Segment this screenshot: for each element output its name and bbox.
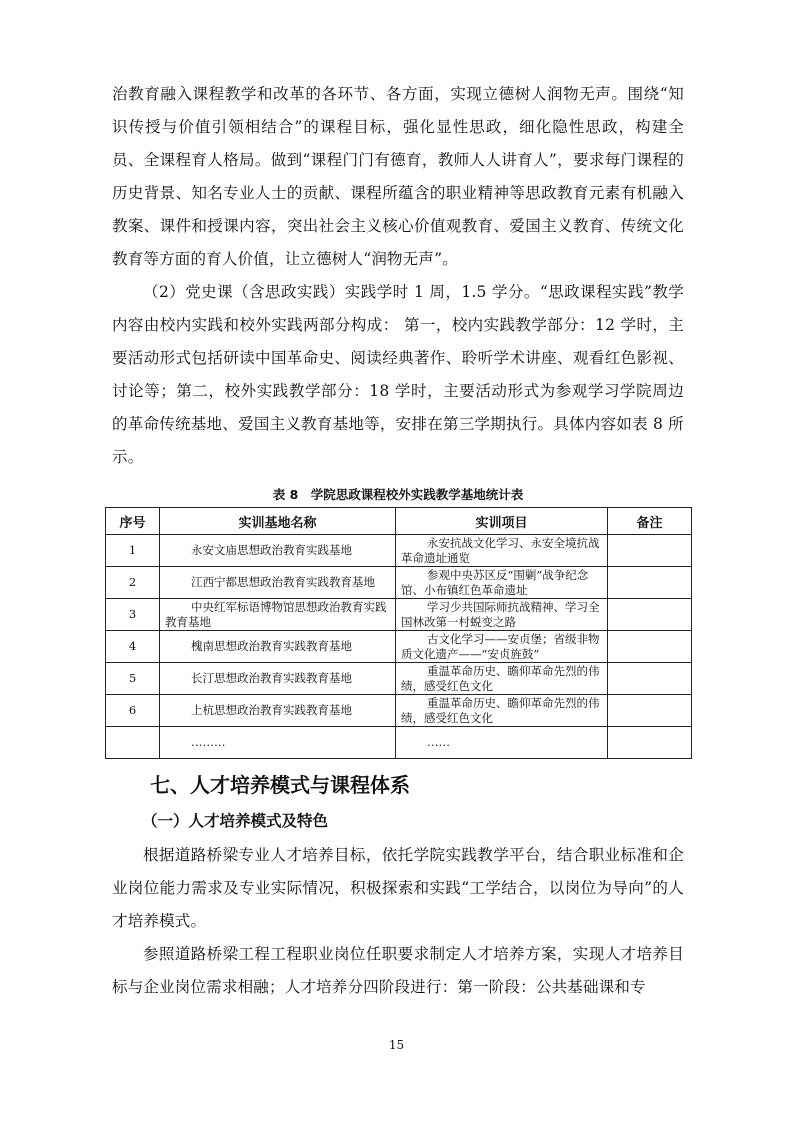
row-note	[608, 599, 692, 631]
row-note	[608, 695, 692, 727]
row-project: 重温革命历史、瞻仰革命先烈的伟绩，感受红色文化	[396, 695, 608, 727]
table-row	[106, 727, 692, 759]
table-header-row	[106, 508, 692, 535]
header-index: 序号	[106, 508, 160, 535]
page-content	[112, 78, 684, 1004]
row-base-name: 上杭思想政治教育实践教育基地	[160, 695, 396, 727]
subsection-heading: （一）人才培养模式及特色	[142, 812, 329, 830]
practice-paragraph: （2）党史课（含思政实践）实践学时 1 周，1.5 学分。“思政课程实践”教学内容由校内实践和校外实践两部分构成： 第一，校内实践教学部分：12 学时，主要活动形式包括研读中国革命史、阅读经典著作、聆听学术讲座、观看红色影视、讨论等；第二，校外实践教学部分：18 学时，主要活动形式为参观学习学院周边的革命传统基地、爱国主义教育基地等，安排在第三学期执行。具体内容如表 8 所示。	[112, 283, 684, 466]
row-note	[608, 727, 692, 759]
table-row	[106, 663, 692, 695]
row-base-name: 江西宁都思想政治教育实践教育基地	[160, 567, 396, 599]
row-index: 3	[106, 599, 160, 631]
row-project: 永安抗战文化学习、永安全境抗战革命遗址通览	[396, 535, 608, 567]
row-note	[608, 567, 692, 599]
row-base-name: 中央红军标语博物馆思想政治教育实践教育基地	[160, 599, 396, 631]
page-number: 15	[388, 1038, 405, 1052]
row-index: 1	[106, 535, 160, 567]
table-row	[106, 567, 692, 599]
table-row	[106, 631, 692, 663]
row-index: 5	[106, 663, 160, 695]
table-caption: 表 8 学院思政课程校外实践教学基地统计表	[272, 487, 524, 502]
section-heading: 七、人才培养模式与课程体系	[150, 773, 410, 797]
row-project: 古文化学习——安贞堡；省级非物质文化遗产——“安贞旌鼓”	[396, 631, 608, 663]
row-index: 2	[106, 567, 160, 599]
row-project: 参观中央苏区反“围剿”战争纪念馆、小布镇红色革命遗址	[396, 567, 608, 599]
row-project: ……	[396, 727, 608, 759]
row-base-name: 长汀思想政治教育实践教育基地	[160, 663, 396, 695]
table-row	[106, 695, 692, 727]
row-note	[608, 631, 692, 663]
header-note: 备注	[608, 508, 692, 535]
row-index: 4	[106, 631, 160, 663]
row-project: 学习少共国际师抗战精神、学习全国林改第一村蜕变之路	[396, 599, 608, 631]
row-note	[608, 663, 692, 695]
row-index	[106, 727, 160, 759]
row-base-name: ………	[160, 727, 396, 759]
table-row	[106, 535, 692, 567]
header-project: 实训项目	[396, 508, 608, 535]
row-note	[608, 535, 692, 567]
row-base-name: 永安文庙思想政治教育实践基地	[160, 535, 396, 567]
header-base-name: 实训基地名称	[160, 508, 396, 535]
model-paragraph-1: 根据道路桥梁专业人才培养目标，依托学院实践教学平台，结合职业标准和企业岗位能力需求及专业实际情况，积极探索和实践“工学结合，以岗位为导向”的人才培养模式。	[112, 846, 684, 930]
row-base-name: 槐南思想政治教育实践教育基地	[160, 631, 396, 663]
table-row	[106, 599, 692, 631]
row-index: 6	[106, 695, 160, 727]
row-project: 重温革命历史、瞻仰革命先烈的伟绩，感受红色文化	[396, 663, 608, 695]
intro-paragraph: 治教育融入课程教学和改革的各环节、各方面，实现立德树人润物无声。围绕“知识传授与价值引领相结合”的课程目标，强化显性思政，细化隐性思政，构建全员、全课程育人格局。做到“课程门门有德育，教师人人讲育人”，要求每门课程的历史背景、知名专业人士的贡献、课程所蕴含的职业精神等思政教育元素有机融入教案、课件和授课内容，突出社会主义核心价值观教育、爱国主义教育、传统文化教育等方面的育人价值，让立德树人“润物无声”。	[112, 85, 684, 268]
practice-base-table	[105, 507, 692, 759]
model-paragraph-2: 参照道路桥梁工程工程职业岗位任职要求制定人才培养方案，实现人才培养目标与企业岗位需求相融；人才培养分四阶段进行：第一阶段：公共基础课和专	[112, 945, 684, 996]
